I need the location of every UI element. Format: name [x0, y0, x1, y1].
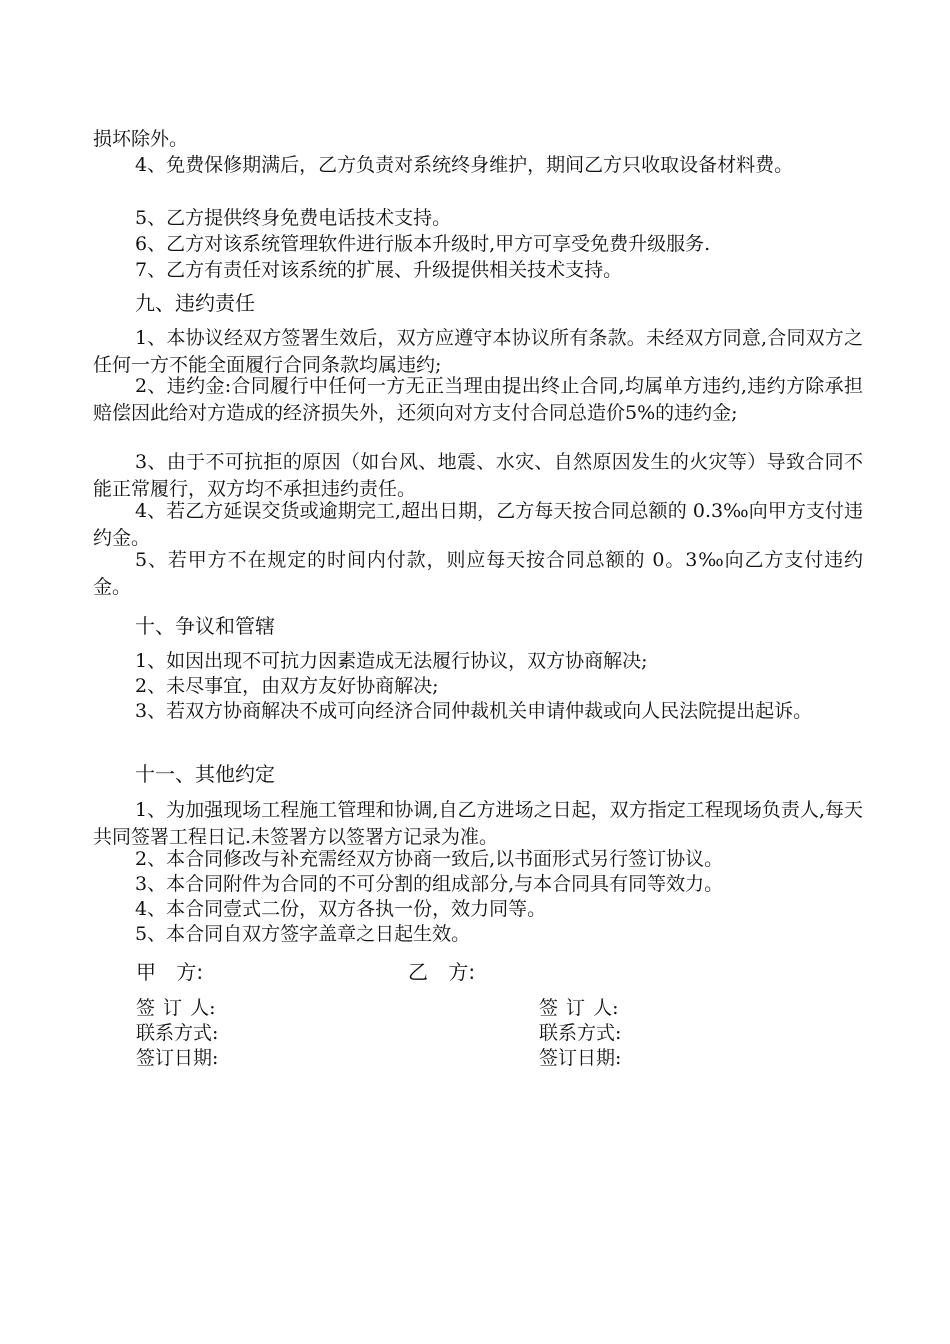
section9-item-1: 1、本协议经双方签署生效后，双方应遵守本协议所有条款。未经双方同意,合同双方之任何一方不能全面履行合同条款均属违约; [93, 327, 863, 376]
section8-item-5: 5、乙方提供终身免费电话技术支持。 [135, 207, 452, 229]
section9-heading: 九、违约责任 [135, 291, 255, 315]
left-signer-label: 签 订 人: [136, 997, 216, 1019]
section8-item-6: 6、乙方对该系统管理软件进行版本升级时,甲方可享受免费升级服务. [135, 233, 711, 255]
section10-item-2: 2、未尽事宜，由双方友好协商解决; [135, 675, 439, 697]
section8-item-7: 7、乙方有责任对该系统的扩展、升级提供相关技术支持。 [135, 259, 623, 281]
party-a-label: 甲 方: [136, 960, 204, 984]
section11-heading: 十一、其他约定 [135, 762, 275, 786]
section11-item-4: 4、本合同壹式二份，双方各执一份，效力同等。 [135, 898, 547, 920]
section9-item-3: 3、由于不可抗拒的原因（如台风、地震、水灾、自然原因发生的火灾等）导致合同不能正常履行，双方均不承担违约责任。 [93, 451, 863, 500]
section10-heading: 十、争议和管辖 [135, 614, 275, 638]
section10-item-1: 1、如因出现不可抗力因素造成无法履行协议，双方协商解决; [135, 650, 648, 672]
section11-item-5: 5、本合同自双方签字盖章之日起生效。 [135, 923, 471, 945]
left-date-label: 签订日期: [136, 1047, 219, 1069]
section9-item-4: 4、若乙方延误交货或逾期完工,超出日期，乙方每天按合同总额的 0.3‰向甲方支付违约金。 [93, 500, 863, 549]
continuation-text: 损坏除外。 [93, 128, 189, 150]
right-date-label: 签订日期: [539, 1047, 622, 1069]
section11-item-1: 1、为加强现场工程施工管理和协调,自乙方进场之日起，双方指定工程现场负责人,每天共同签署工程日记.未签署方以签署方记录为准。 [93, 799, 863, 848]
section8-item-4: 4、免费保修期满后，乙方负责对系统终身维护，期间乙方只收取设备材料费。 [135, 154, 794, 176]
section11-item-2: 2、本合同修改与补充需经双方协商一致后,以书面形式另行签订协议。 [135, 848, 724, 870]
section9-item-2: 2、违约金:合同履行中任何一方无正当理由提出终止合同,均属单方违约,违约方除承担赔偿因此给对方造成的经济损失外，还须向对方支付合同总造价5%的违约金; [93, 375, 863, 424]
left-contact-label: 联系方式: [136, 1022, 219, 1044]
section11-item-3: 3、本合同附件为合同的不可分割的组成部分,与本合同具有同等效力。 [135, 873, 724, 895]
right-signer-label: 签 订 人: [539, 997, 619, 1019]
section10-item-3: 3、若双方协商解决不成可向经济合同仲裁机关申请仲裁或向人民法院提出起诉。 [135, 700, 813, 722]
right-contact-label: 联系方式: [539, 1022, 622, 1044]
party-b-label: 乙 方: [408, 960, 476, 984]
section9-item-5: 5、若甲方不在规定的时间内付款，则应每天按合同总额的 0。3‰向乙方支付违约金。 [93, 549, 863, 598]
